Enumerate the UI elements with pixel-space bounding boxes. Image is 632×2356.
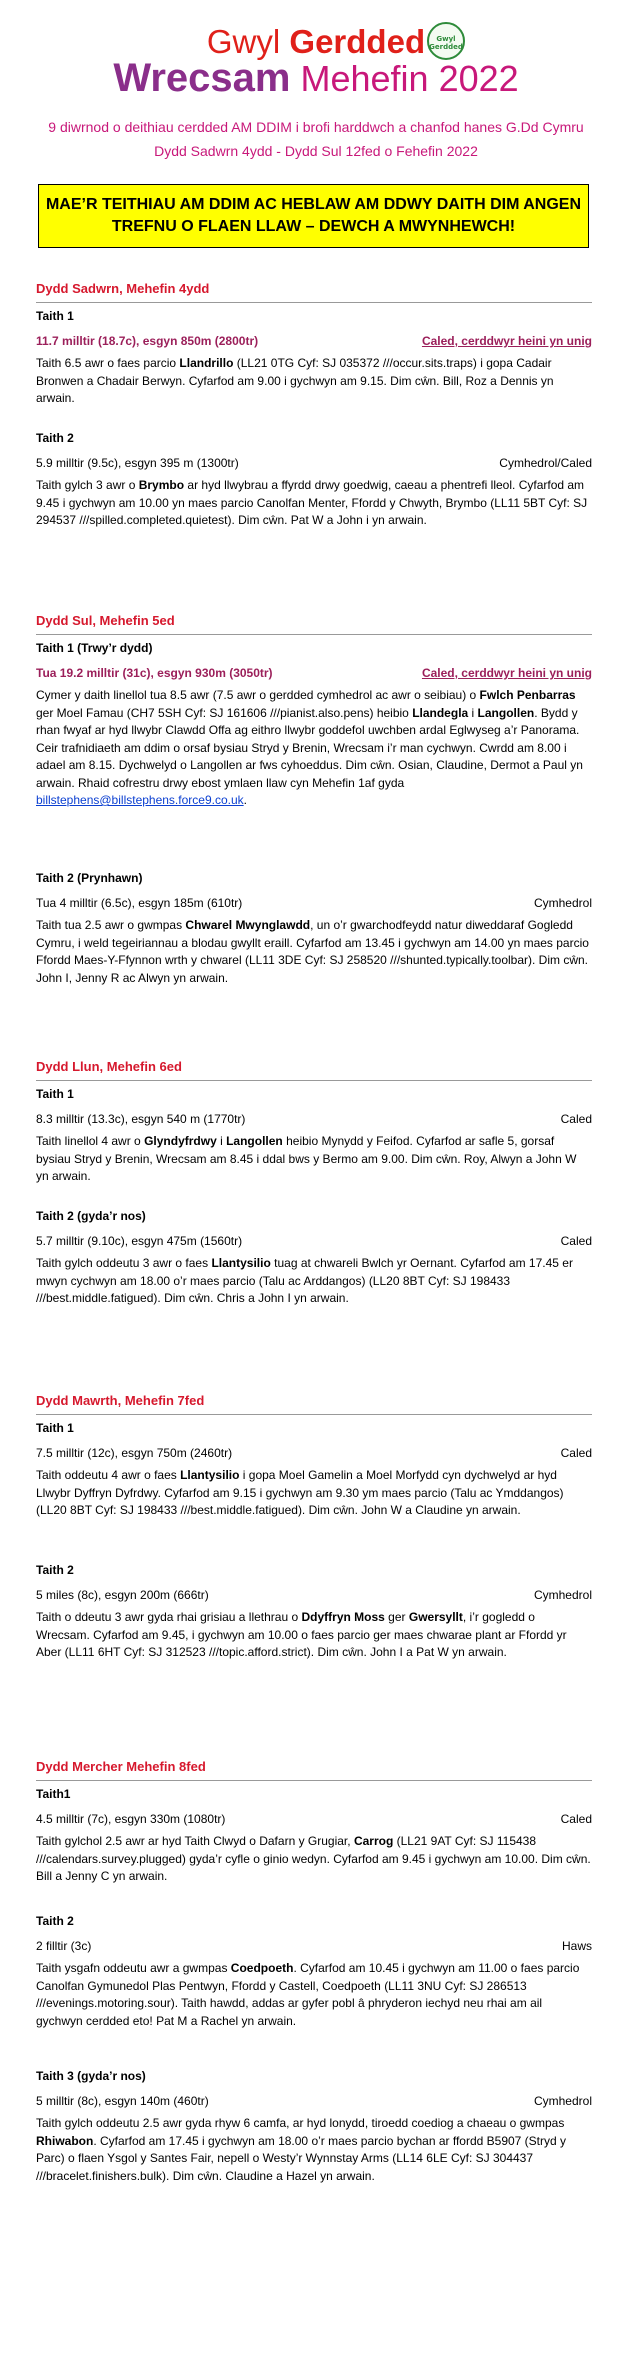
walk-grade: Caled, cerddwyr heini yn unig — [421, 334, 592, 348]
festival-subtitle-line — [0, 58, 632, 99]
walk-stats: 4.5 milltir (7c), esgyn 330m (1080tr) — [36, 1812, 226, 1826]
walk-description: Taith 6.5 awr o faes parcio Llandrillo (LL21 0TG Cyf: SJ 035372 ///occur.sits.traps) i gopa Cadair Bronwen a Chadair Berwyn. Cyfarfod am 9.00 i gychwyn am 9.15. Dim cŵn. Bill, Roz a Dennis yn arwain. — [36, 356, 554, 405]
walk-grade: Haws — [561, 1939, 592, 1953]
walk-entry — [36, 2068, 592, 2208]
walk-stats: 2 filltir (3c) — [36, 1939, 92, 1953]
walk-title: Taith 1 (Trwy’r dydd) — [36, 641, 153, 655]
walk-grade: Caled — [560, 1812, 592, 1826]
walk-stats: 5 milltir (8c), esgyn 140m (460tr) — [36, 2094, 209, 2108]
walk-title: Taith 1 — [36, 309, 74, 323]
walk-entry — [36, 1420, 592, 1550]
subtitle-description: 9 diwrnod o deithiau cerdded AM DDIM i brofi harddwch a chanfod hanes G.Dd Cymru — [48, 119, 584, 135]
walk-entry — [36, 1562, 592, 1692]
walk-grade: Cymhedrol — [533, 1588, 592, 1602]
walk-grade: Caled, cerddwyr heini yn unig — [421, 666, 592, 680]
walk-title: Taith 2 (gyda’r nos) — [36, 1209, 146, 1223]
walk-title: Taith 2 — [36, 1914, 74, 1928]
subtitle-dates: Dydd Sadwrn 4ydd - Dydd Sul 12fed o Fehefin 2022 — [154, 143, 478, 159]
divider — [36, 1080, 592, 1081]
walk-description: Taith gylch oddeutu 3 awr o faes Llantysilio tuag at chwareli Bwlch yr Oernant. Cyfarfod am 17.45 er mwyn cychwyn am 18.00 o’r maes parcio (Talu ac Arddangos) (LL20 8BT Cyf: SJ 198433 ///best.middle.fatigued). Dim cŵn. Chris a John I yn arwain. — [36, 1256, 573, 1305]
walk-stats: 11.7 milltir (18.7c), esgyn 850m (2800tr) — [36, 334, 259, 348]
walk-entry — [36, 1913, 592, 2043]
walk-grade: Cymhedrol — [533, 2094, 592, 2108]
walk-stats: 5 miles (8c), esgyn 200m (666tr) — [36, 1588, 209, 1602]
walk-entry — [36, 1086, 592, 1196]
walk-title: Taith1 — [36, 1787, 71, 1801]
email-link[interactable]: billstephens@billstephens.force9.co.uk — [36, 793, 244, 807]
walk-stats: Tua 19.2 milltir (31c), esgyn 930m (3050tr) — [36, 666, 273, 680]
walk-entry — [36, 430, 592, 560]
divider — [36, 1414, 592, 1415]
walk-title: Taith 1 — [36, 1087, 74, 1101]
walk-entry — [36, 870, 592, 1010]
day-heading: Dydd Mercher Mehefin 8fed — [36, 1759, 206, 1774]
free-walks-banner: MAE’R TEITHIAU AM DDIM AC HEBLAW AM DDWY DAITH DIM ANGEN TREFNU O FLAEN LLAW – DEWCH A MWYNHEWCH! — [38, 184, 589, 248]
walk-title: Taith 2 — [36, 1563, 74, 1577]
walk-title: Taith 3 (gyda’r nos) — [36, 2069, 146, 2083]
walk-description: Taith gylch oddeutu 2.5 awr gyda rhyw 6 camfa, ar hyd lonydd, tiroedd coediog a chaeau o gwmpas Rhiwabon. Cyfarfod am 17.45 i gychwyn am 18.00 o’r maes parcio bychan ar ffordd B5907 (Stryd y Parc) o flaen Ysgol y Santes Fair, nepell o Westy’r Wynnstay Arms (LL14 6LE Cyf: SJ 304437 ///bracelet.finishers.bulk). Dim cŵn. Claudine a Hazel yn arwain. — [36, 2116, 567, 2183]
title-place: Wrecsam — [113, 56, 291, 100]
day-heading: Dydd Mawrth, Mehefin 7fed — [36, 1393, 205, 1408]
walk-description: Taith ysgafn oddeutu awr a gwmpas Coedpoeth. Cyfarfod am 10.45 i gychwyn am 11.00 o faes parcio Canolfan Gymunedol Plas Pentwyn, Ffordd y Castell, Coedpoeth (LL11 3NU Cyf: SJ 286513 ///evenings.motoring.sour). Taith hawdd, addas ar gyfer pobl â phryderon iechyd neu rhai am ail gychwyn cerdded eto! Pat M a Rachel yn arwain. — [36, 1961, 580, 2028]
walk-description: Taith oddeutu 4 awr o faes Llantysilio i gopa Moel Gamelin a Moel Morfydd cyn dychwelyd ar hyd Llwybr Dyffryn Dyfrdwy. Cyfarfod am 9.15 i gychwyn am 9.30 ym maes parcio (Talu ac Ymddangos) (LL20 8BT Cyf: SJ 198433 ///best.middle.fatigued). Dim cŵn. John W a Claudine yn arwain. — [36, 1468, 564, 1517]
day-heading: Dydd Sadwrn, Mehefin 4ydd — [36, 281, 210, 296]
divider — [36, 1780, 592, 1781]
walk-title: Taith 2 (Prynhawn) — [36, 871, 143, 885]
walk-entry — [36, 640, 592, 850]
walk-grade: Caled — [560, 1234, 592, 1248]
walk-grade: Caled — [560, 1112, 592, 1126]
walk-description: Taith tua 2.5 awr o gwmpas Chwarel Mwynglawdd, un o’r gwarchodfeydd natur diweddaraf Gogledd Cymru, i weld tegeiriannau a blodau gwyllt eraill. Cyfarfod am 13.45 i gychwyn am 14.00 yn maes parcio Ffordd Maes-Y-Ffynnon wrth y chwarel (LL11 3DE Cyf: SJ 258520 ///shunted.typically.toolbar). Dim cŵn. John I, Jenny R ac Alwyn yn arwain. — [36, 918, 589, 985]
logo-text: Gwyl Gerdded — [429, 35, 463, 51]
walk-description: Taith linellol 4 awr o Glyndyfrdwy i Langollen heibio Mynydd y Feifod. Cyfarfod ar safle 5, gorsaf bysiau Stryd y Brenin, Wrecsam am 8.45 i ddal bws y Bermo am 9.00. Dim cŵn. Roy, Alwyn a John W yn arwain. — [36, 1134, 577, 1183]
walk-entry — [36, 308, 592, 418]
divider — [36, 302, 592, 303]
walk-stats: Tua 4 milltir (6.5c), esgyn 185m (610tr) — [36, 896, 243, 910]
walk-stats: 8.3 milltir (13.3c), esgyn 540 m (1770tr) — [36, 1112, 246, 1126]
day-heading: Dydd Llun, Mehefin 6ed — [36, 1059, 182, 1074]
day-heading: Dydd Sul, Mehefin 5ed — [36, 613, 175, 628]
walk-description: Cymer y daith linellol tua 8.5 awr (7.5 awr o gerdded cymhedrol ac awr o seibiau) o Fwlch Penbarras ger Moel Famau (CH7 5SH Cyf: SJ 161606 ///pianist.also.pens) heibio Llandegla i Langollen. Bydd y rhan fwyaf ar hyd llwybr Clawdd Offa ag eithro llwybr goddefol uwchben ardal Eglwyseg a’r Panorama. Ceir trafnidiaeth am ddim o orsaf bysiau Stryd y Brenin, Wrecsam i’r man cychwyn. Cwrdd am 8.00 i adael am 8.15. Dychwelyd o Langollen ar fws cyhoeddus. Dim cŵn. Osian, Claudine, Dermot a Paul yn arwain. Rhaid cofrestru drwy ebost ymlaen llaw cyn Mehefin 1af gyda billstephens@billstephens.force9.co.uk. — [36, 688, 583, 807]
walk-entry — [36, 1786, 592, 1901]
walk-description: Taith o ddeutu 3 awr gyda rhai grisiau a llethrau o Ddyffryn Moss ger Gwersyllt, i’r gogledd o Wrecsam. Cyfarfod am 9.45, i gychwyn am 10.00 o faes parcio ger maes chwarae plant ar Ffordd yr Aber (LL11 6HT Cyf: SJ 312523 ///topic.afford.strict). Dim cŵn. John I a Pat W yn arwain. — [36, 1610, 567, 1659]
walk-entry — [36, 1208, 592, 1328]
walk-title: Taith 2 — [36, 431, 74, 445]
title-part1: Gwyl — [206, 23, 281, 60]
walk-stats: 7.5 milltir (12c), esgyn 750m (2460tr) — [36, 1446, 233, 1460]
walk-grade: Cymhedrol — [533, 896, 592, 910]
walk-stats: 5.7 milltir (9.10c), esgyn 475m (1560tr) — [36, 1234, 243, 1248]
walk-title: Taith 1 — [36, 1421, 74, 1435]
title-month: Mehefin 2022 — [300, 58, 519, 99]
walk-grade: Cymhedrol/Caled — [499, 456, 592, 470]
walk-stats: 5.9 milltir (9.5c), esgyn 395 m (1300tr) — [36, 456, 239, 470]
title-part2: Gerdded — [289, 23, 426, 60]
walk-grade: Caled — [560, 1446, 592, 1460]
walk-description: Taith gylch 3 awr o Brymbo ar hyd llwybrau a ffyrdd drwy goedwig, caeau a phentrefi lleol. Cyfarfod am 9.45 i gychwyn am 10.00 yn maes parcio Canolfan Menter, Ffordd y Chwyth, Brymbo (LL11 5BT Cyf: SJ 294537 ///spilled.completed.quietest). Dim cŵn. Pat W a John i yn arwain. — [36, 478, 588, 527]
walk-description: Taith gylchol 2.5 awr ar hyd Taith Clwyd o Dafarn y Grugiar, Carrog (LL21 9AT Cyf: SJ 115438 ///calendars.survey.plugged) gyda’r cyfle o ginio wedyn. Cyfarfod am 9.45 i gychwyn am 10.00. Dim cŵn. Bill a Jenny C yn arwain. — [36, 1834, 591, 1883]
divider — [36, 634, 592, 635]
festival-title — [0, 24, 632, 60]
